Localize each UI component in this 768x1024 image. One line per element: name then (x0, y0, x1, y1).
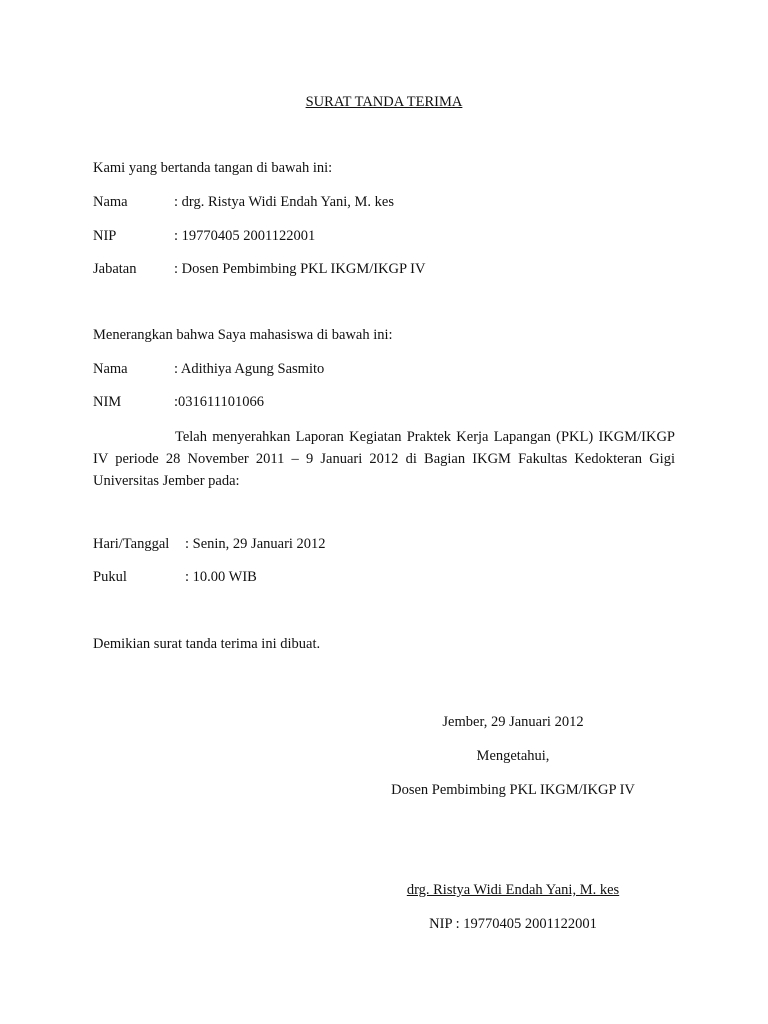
student-nim-label: NIM (93, 394, 122, 410)
statement-text: Menerangkan bahwa Saya mahasiswa di bawah ini: (93, 327, 393, 343)
intro-text: Kami yang bertanda tangan di bawah ini: (93, 160, 333, 176)
signer-nip-label: NIP (93, 228, 117, 244)
signer-name-value: : drg. Ristya Widi Endah Yani, M. kes (174, 194, 395, 210)
signature-name-text: drg. Ristya Widi Endah Yani, M. kes (406, 882, 620, 898)
student-name-value: : Adithiya Agung Sasmito (174, 361, 325, 377)
student-nim-value: :031611101066 (174, 394, 264, 410)
signature-position: Dosen Pembimbing PKL IKGM/IKGP IV (391, 782, 635, 798)
day-value: : Senin, 29 Januari 2012 (185, 536, 326, 552)
student-name-label: Nama (93, 361, 128, 377)
body-paragraph: Telah menyerahkan Laporan Kegiatan Praktek Kerja Lapangan (PKL) IKGM/IKGP IV periode 28 November 2011 – 9 Januari 2012 di Bagian IKGM Fakultas Kedokteran Gigi Universitas Jember pada: (93, 429, 675, 489)
time-value: : 10.00 WIB (185, 569, 257, 585)
signature-acknowledged: Mengetahui, (476, 748, 550, 764)
signer-name-label: Nama (93, 194, 128, 210)
signature-place-date: Jember, 29 Januari 2012 (442, 714, 584, 730)
time-label: Pukul (93, 569, 127, 585)
signature-nip: NIP : 19770405 2001122001 (429, 916, 597, 932)
closing-text: Demikian surat tanda terima ini dibuat. (93, 636, 321, 652)
document-title (0, 93, 768, 111)
document-title-text: SURAT TANDA TERIMA (305, 94, 463, 110)
signer-nip-value: : 19770405 2001122001 (174, 228, 316, 244)
day-label: Hari/Tanggal (93, 536, 170, 552)
signer-position-label: Jabatan (93, 261, 137, 277)
signature-name (365, 881, 661, 899)
signer-position-value: : Dosen Pembimbing PKL IKGM/IKGP IV (174, 261, 426, 277)
